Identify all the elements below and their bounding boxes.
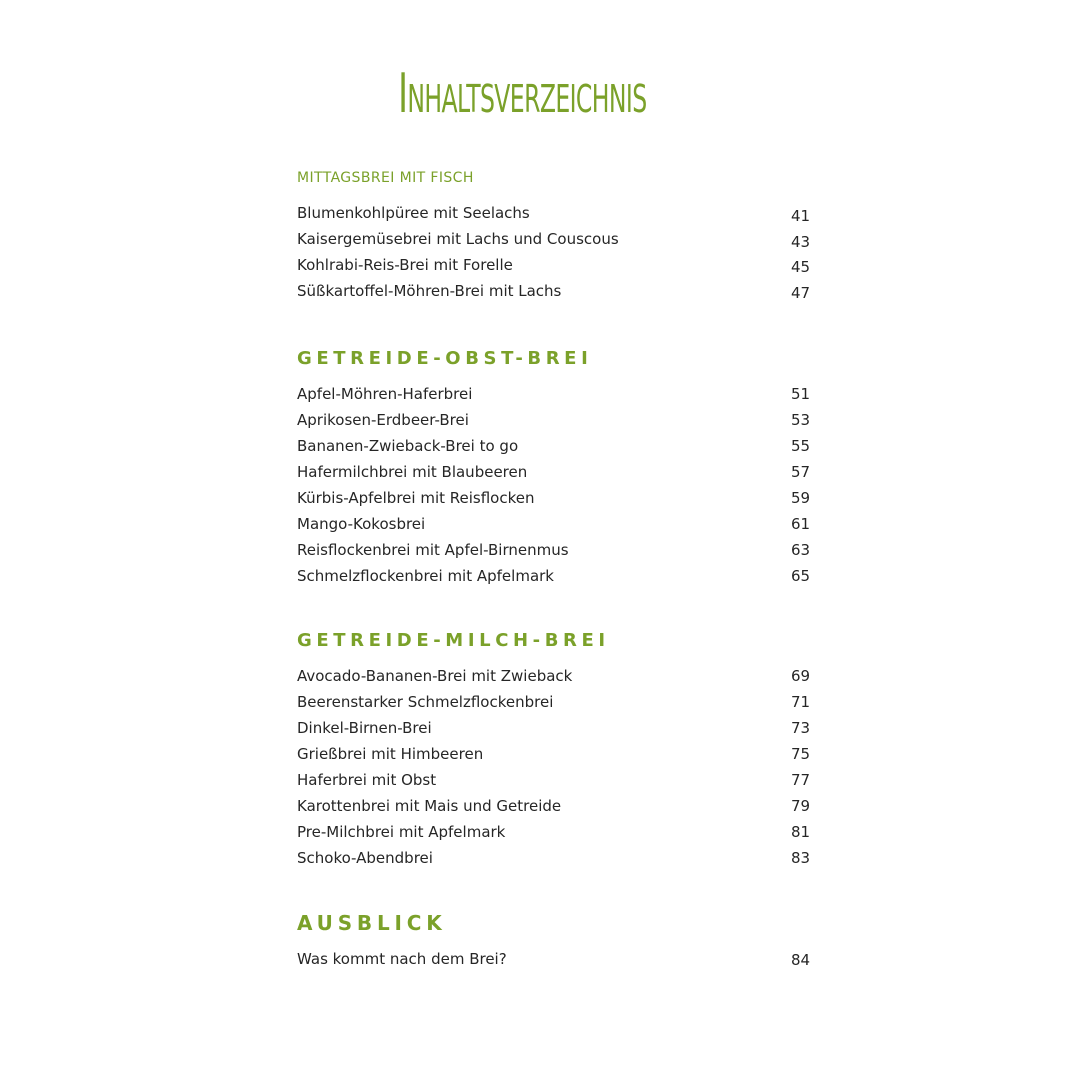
toc-entry[interactable]	[297, 845, 813, 871]
toc-entry[interactable]	[297, 689, 813, 715]
toc-entry[interactable]	[297, 433, 813, 459]
toc-entry[interactable]	[297, 819, 813, 845]
entry-page-number: 57	[791, 463, 811, 481]
entry-page-number: 69	[791, 667, 811, 685]
toc-section-getreide-milch-brei	[297, 630, 813, 867]
entry-title: Kürbis-Apfelbrei mit Reisflocken	[297, 489, 535, 507]
toc-section-ausblick	[297, 911, 813, 969]
entry-title: Kaisergemüsebrei mit Lachs und Couscous	[297, 230, 619, 248]
entry-page-number: 47	[791, 284, 811, 302]
entry-title: Blumenkohlpüree mit Seelachs	[297, 204, 530, 222]
entry-title: Mango-Kokosbrei	[297, 515, 426, 533]
entry-page-number: 79	[791, 797, 811, 815]
entry-page-number: 41	[791, 207, 811, 225]
toc-entry[interactable]	[297, 537, 813, 563]
entry-list	[297, 946, 813, 972]
entry-page-number: 81	[791, 823, 811, 841]
toc-entry[interactable]	[297, 563, 813, 589]
toc-entry[interactable]	[297, 200, 813, 226]
toc-section-mittagsbrei-mit-fisch	[297, 170, 813, 302]
entry-title: Karottenbrei mit Mais und Getreide	[297, 797, 562, 815]
toc-entry[interactable]	[297, 715, 813, 741]
entry-title: Haferbrei mit Obst	[297, 771, 437, 789]
entry-page-number: 45	[791, 258, 811, 276]
entry-title: Bananen-Zwieback-Brei to go	[297, 437, 519, 455]
entry-page-number: 77	[791, 771, 811, 789]
entry-list	[297, 381, 813, 589]
entry-page-number: 75	[791, 745, 811, 763]
section-heading: MITTAGSBREI MIT FISCH	[297, 170, 474, 186]
section-heading: GETREIDE-OBST-BREI	[297, 348, 593, 369]
entry-title: Reisflockenbrei mit Apfel-Birnenmus	[297, 541, 569, 559]
entry-page-number: 71	[791, 693, 811, 711]
entry-list	[297, 663, 813, 871]
toc-entry[interactable]	[297, 278, 813, 304]
entry-page-number: 83	[791, 849, 811, 867]
entry-list	[297, 200, 813, 304]
entry-page-number: 63	[791, 541, 811, 559]
entry-title: Apfel-Möhren-Haferbrei	[297, 385, 473, 403]
entry-page-number: 53	[791, 411, 811, 429]
toc-entry[interactable]	[297, 407, 813, 433]
toc-entry[interactable]	[297, 381, 813, 407]
entry-title: Kohlrabi-Reis-Brei mit Forelle	[297, 256, 513, 274]
page-title: Inhaltsverzeichnis	[398, 62, 647, 125]
section-heading: AUSBLICK	[297, 911, 447, 935]
entry-page-number: 73	[791, 719, 811, 737]
entry-page-number: 51	[791, 385, 811, 403]
entry-title: Schoko-Abendbrei	[297, 849, 433, 867]
toc-entry[interactable]	[297, 793, 813, 819]
toc-entry[interactable]	[297, 252, 813, 278]
entry-title: Aprikosen-Erdbeer-Brei	[297, 411, 469, 429]
toc-section-getreide-obst-brei	[297, 348, 813, 585]
entry-page-number: 43	[791, 233, 811, 251]
entry-page-number: 59	[791, 489, 811, 507]
toc-entry[interactable]	[297, 767, 813, 793]
entry-title: Was kommt nach dem Brei?	[297, 950, 507, 968]
toc-entry[interactable]	[297, 663, 813, 689]
entry-title: Hafermilchbrei mit Blaubeeren	[297, 463, 528, 481]
entry-page-number: 55	[791, 437, 811, 455]
entry-title: Süßkartoffel-Möhren-Brei mit Lachs	[297, 282, 562, 300]
toc-entry[interactable]	[297, 459, 813, 485]
toc-entry[interactable]	[297, 946, 813, 972]
entry-title: Pre-Milchbrei mit Apfelmark	[297, 823, 506, 841]
entry-page-number: 84	[791, 951, 811, 969]
entry-title: Grießbrei mit Himbeeren	[297, 745, 484, 763]
entry-page-number: 61	[791, 515, 811, 533]
toc-entry[interactable]	[297, 226, 813, 252]
entry-title: Dinkel-Birnen-Brei	[297, 719, 432, 737]
toc-entry[interactable]	[297, 511, 813, 537]
entry-title: Beerenstarker Schmelzflockenbrei	[297, 693, 554, 711]
entry-title: Avocado-Bananen-Brei mit Zwieback	[297, 667, 573, 685]
section-heading: GETREIDE-MILCH-BREI	[297, 630, 610, 651]
toc-entry[interactable]	[297, 741, 813, 767]
entry-page-number: 65	[791, 567, 811, 585]
entry-title: Schmelzflockenbrei mit Apfelmark	[297, 567, 554, 585]
toc-entry[interactable]	[297, 485, 813, 511]
